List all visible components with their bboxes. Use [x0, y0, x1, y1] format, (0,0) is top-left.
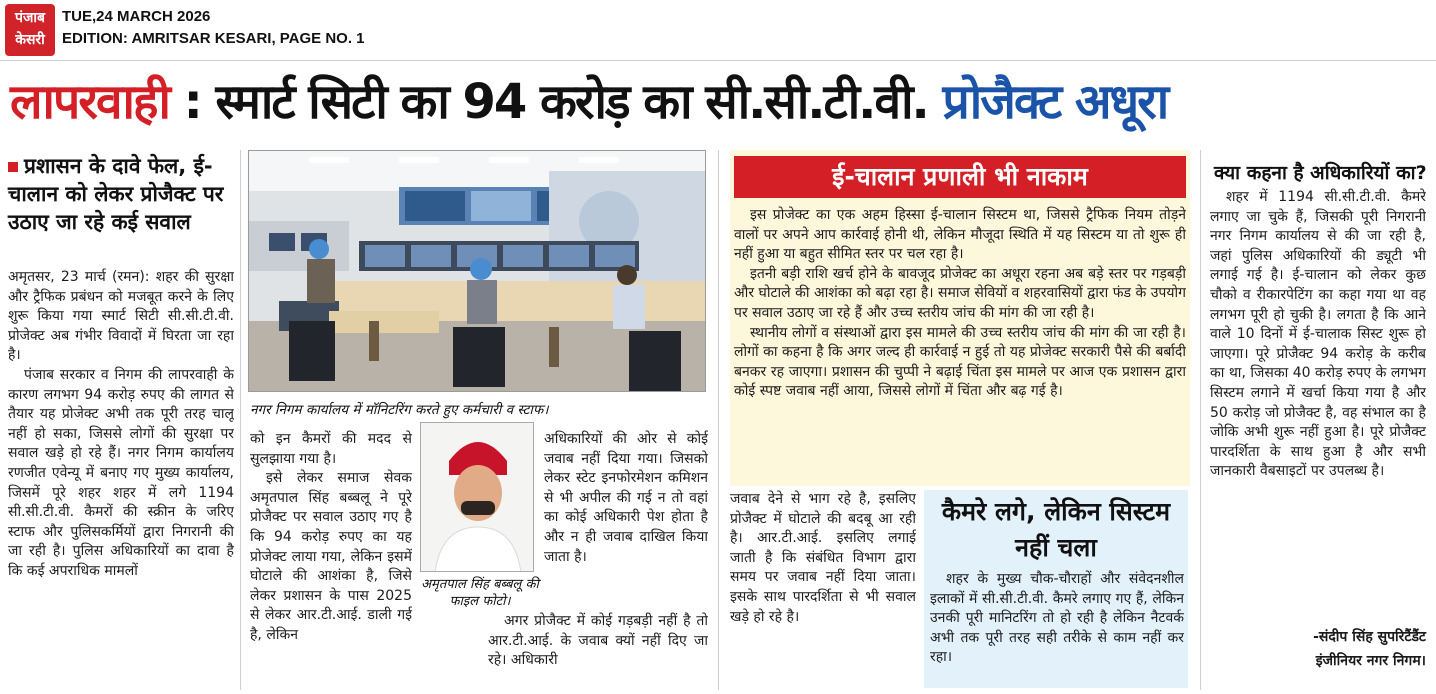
photo-caption: नगर निगम कार्यालय में मॉनिटरिंग करते हुए कर्मचारी व स्टाफ। — [250, 402, 549, 418]
side-subheadline-text: प्रशासन के दावे फेल, ई-चालान को लेकर प्रोजैक्ट पर उठाए जा रहे कई सवाल — [8, 154, 224, 234]
headline-blue-text: प्रोजैक्ट अधूरा — [942, 74, 1168, 130]
officials-para: शहर में 1194 सी.सी.टी.वी. कैमरे लगाए जा चुके हैं, जिसकी पूरी निगरानी नगर निगम कार्यालय से की जा रही है, जहां पुलिस अधिकारियों की ड्यूटी भी लगाई गई है। ई-चालान को लेकर कुछ चौको व रीकारपेटिंग का कहा गया था वह लगभग पूरी हो चुकी है। लगता है कि आने वाले 10 दिनों में ई-चालाक सिस्ट शुरू हो जाएगा। पूरे प्रोजैक्ट 94 करोड़ के करीब का था, जिसका 40 करोड़ रुपए के लगभग सिस्टम लगाने में खर्चा किया गया है और 50 करोड़ जो प्रोजैक्ट है, वह संभाल का है जोकि अभी शुरू नहीं हुआ है। पूरे प्रोजैक्ट पारदर्शिता के साथ हुआ है और सभी जानकारी वैबसाइटों पर उपलब्ध है। — [1210, 189, 1426, 480]
control-room-photo — [248, 150, 706, 392]
col1-para-2: पंजाब सरकार व निगम की लापरवाही के कारण लगभग 94 करोड़ रुपए की लागत से तैयार यह प्रोजेक्ट अभी तक पूरी तरह चालू नहीं हो सका, जिससे लोगों की सुरक्षा पर सवाल खड़े हो रहे हैं। नगर निगम कार्यालय रणजीत एवेन्यू में बनाए गए मुख्य कार्यालय, जिसमें पूरे शहर शहर में लगे 1194 सी.सी.टी.वी. कैमरों की स्क्रीन के जरिए स्टाफ और पुलिसकर्मियों द्वारा निगरानी की जा रही है। पुलिस अधिकारियों का दावा है कि कई अपराधिक मामलों — [8, 366, 234, 579]
camera-box-title: कैमरे लगे, लेकिन सिस्टम नहीं चला — [941, 497, 1171, 562]
echallan-para-1: इस प्रोजेक्ट का एक अहम हिस्सा ई-चालान सिस्टम था, जिससे ट्रैफिक नियम तोड़ने वालों पर अपने आप कार्रवाई होनी थी, लेकिन मौजूदा स्थिति में यह सिस्टम या तो शुरू ही नहीं हुआ या बहुत सीमित स्तर पर चल रहा है। — [734, 207, 1186, 263]
edition-date: TUE,24 MARCH 2026 — [62, 8, 211, 25]
headline-red-word: लापरवाही — [10, 74, 169, 130]
col3-para-1: अधिकारियों की ओर से कोई जवाब नहीं दिया गया। जिसको लेकर स्टेट इनफोरमेशन कमिशन से भी अपील की गई न तो वहां का कोई अधिकारी पेश होता है और न ही जवाब दाखिल किया जाता है। — [544, 431, 708, 565]
column-divider-3 — [1200, 150, 1201, 690]
camera-para: शहर के मुख्य चौक-चौराहों और संवेदनशील इलाकों में सी.सी.टी.वी. कैमरे लगाए गए हैं, लेकिन उनकी पूरी मानिटरिंग तो हो रही है लेकिन नैटवर्क अभी तक पूरी तरह सही तरीके से काम नहीं कर रहा। — [930, 571, 1184, 666]
officials-signature-title: इंजीनियर नगर निगम। — [1315, 653, 1426, 669]
echallan-para-3: स्थानीय लोगों व संस्थाओं द्वारा इस मामले की उच्च स्तरीय जांच की मांग की जा रही है। लोगों का कहना है कि अगर जल्द ही कार्रवाई न हुई तो यह प्रोजेक्ट सरकारी पैसे की बर्बादी बनकर रह जाएगा। प्रशासन की चुप्पी ने बढ़ाई चिंता इस मामले पर आज एक प्रशासन द्वारा कोई स्पष्ट जवाब नहीं आया, जिससे लोगों में चिंता और बढ़ गई है। — [734, 324, 1186, 400]
portrait-caption: अमृतपाल सिंह बब्बलू की फाइल फोटो। — [421, 577, 539, 609]
echallan-body — [734, 206, 1186, 482]
portrait-photo — [420, 422, 534, 572]
column-divider-2 — [718, 150, 719, 690]
edition-info: EDITION: AMRITSAR KESARI, PAGE NO. 1 — [62, 30, 365, 47]
col1-para-1: अमृतसर, 23 मार्च (रमन): शहर की सुरक्षा और ट्रैफिक प्रबंधन को मजबूत करने के लिए शुरू किया गया स्मार्ट सिटी सी.सी.टी.वी. प्रोजेक्ट अब गंभीर विवादों में घिरता जा रहा है। — [8, 269, 234, 364]
headline-black-text: : स्मार्ट सिटी का 94 करोड़ का सी.सी.टी.वी. — [168, 74, 943, 130]
officials-text — [1210, 188, 1426, 624]
officials-signature-name: -संदीप सिंह सुपरिटैंडैंट — [1313, 629, 1426, 645]
col2-para-1: को इन कैमरों की मदद से सुलझाया गया है। — [250, 431, 412, 467]
col3-para-2: अगर प्रोजैक्ट में कोई गड़बड़ी नहीं है तो आर.टी.आई. के जवाब क्यों नहीं दिए जा रहे। अधिकारी — [488, 613, 708, 669]
logo-line-2: केसरी — [15, 32, 45, 48]
red-square-bullet-icon — [8, 162, 18, 172]
column-4-continuation — [730, 490, 916, 690]
side-subheadline — [8, 152, 234, 236]
column-divider-1 — [240, 150, 241, 690]
col2-para-2: इसे लेकर समाज सेवक अमृतपाल सिंह बब्बलू ने पूरे प्रोजैक्ट पर सवाल उठाए गए है कि 94 करोड़ रुपए का यह प्रोजेक्ट लाया गया, लेकिन इसमें घोटाले की आशंका है, जिसे लेकर प्रशासन के पास 2025 से लेकर आर.टी.आई. डाली गई है, लेकिन — [250, 470, 412, 643]
portrait-illustration — [421, 423, 534, 572]
column-2-text — [250, 430, 412, 692]
camera-box-body — [930, 570, 1184, 688]
main-headline — [10, 72, 1430, 134]
echallan-title: ई-चालान प्रणाली भी नाकाम — [734, 156, 1186, 198]
punjab-kesari-logo — [5, 4, 55, 56]
officials-heading: क्या कहना है अधिकारियों का? — [1214, 162, 1427, 184]
masthead-divider — [0, 60, 1436, 61]
control-room-illustration — [249, 151, 706, 392]
echallan-para-2: इतनी बड़ी राशि खर्च होने के बावजूद प्रोजेक्ट का अधूरा रहना अब बड़े स्तर पर गड़बड़ी और घोटाले की आशंका को बढ़ा रहा है। समाज सेवियों व शहरवासियों द्वारा फंड के उपयोग पर सवाल उठाए जा रहे हैं और उच्च स्तरीय जांच की मांग की जा रही है। — [734, 265, 1186, 321]
column-3-continuation — [488, 612, 708, 692]
col4-para: जवाब देने से भाग रहे है, इसलिए प्रोजैक्ट में घोटाले की बदबू आ रही है। आर.टी.आई. इसलिए लगाई जाती है कि संबंधित विभाग द्वारा समय पर जवाब नहीं दिया जाता। इसके साथ पारदर्शिता से भी सवाल खड़े हो रहे है। — [730, 491, 916, 625]
column-1-text — [8, 268, 234, 692]
logo-line-1: पंजाब — [15, 10, 45, 26]
